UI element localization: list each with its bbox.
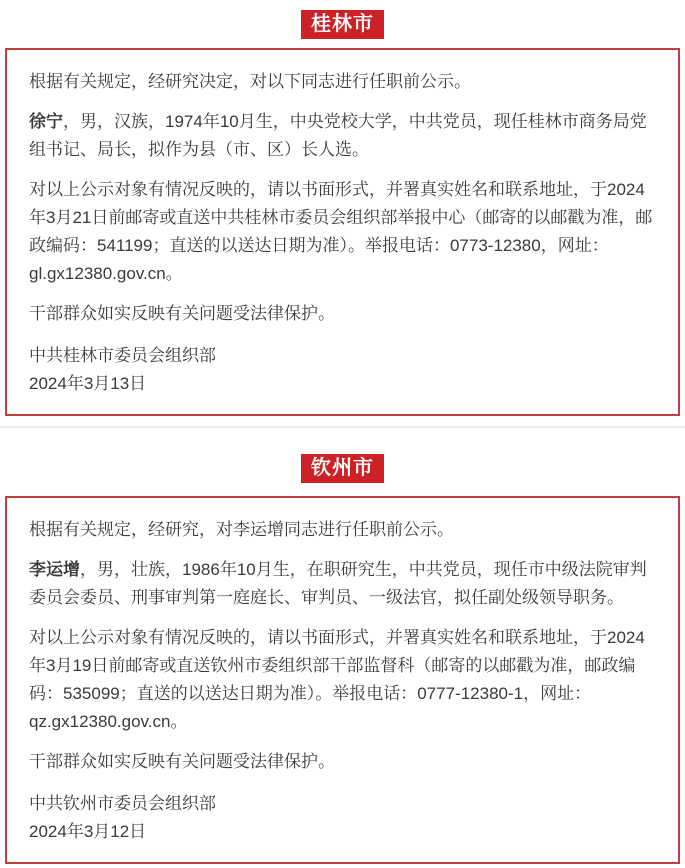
person-paragraph [29, 108, 658, 164]
city-badge-qinzhou: 钦州市 [301, 454, 384, 483]
person-paragraph [29, 556, 658, 612]
section-header-guilin [0, 0, 685, 48]
city-badge-guilin: 桂林市 [301, 10, 384, 39]
feedback-paragraph: 对以上公示对象有情况反映的，请以书面形式，并署真实姓名和联系地址，于2024年3月19日前邮寄或直送钦州市委组织部干部监督科（邮寄的以邮戳为准，邮政编码：535099；直送的以送达日期为准）。举报电话：0777-12380-1，网址：qz.gx12380.gov.cn。 [29, 628, 645, 731]
signature-block [29, 790, 658, 846]
intro-paragraph: 根据有关规定，经研究，对李运增同志进行任职前公示。 [29, 520, 454, 539]
signature-org: 中共桂林市委员会组织部 [29, 346, 216, 365]
announcement-box-guilin [5, 48, 680, 416]
person-name: 徐宁 [29, 112, 63, 131]
signature-date: 2024年3月12日 [29, 822, 147, 841]
person-name: 李运增 [29, 560, 80, 579]
announcement-box-qinzhou [5, 496, 680, 864]
person-bio: ，男，壮族，1986年10月生，在职研究生，中共党员，现任市中级法院审判委员会委员、刑事审判第一庭庭长、审判员、一级法官，拟任副处级领导职务。 [29, 560, 647, 607]
intro-paragraph: 根据有关规定，经研究决定，对以下同志进行任职前公示。 [29, 72, 471, 91]
person-bio: ，男，汉族，1974年10月生，中央党校大学，中共党员，现任桂林市商务局党组书记、局长，拟作为县（市、区）长人选。 [29, 112, 647, 159]
signature-block [29, 342, 658, 398]
protection-paragraph: 干部群众如实反映有关问题受法律保护。 [29, 752, 335, 771]
protection-paragraph: 干部群众如实反映有关问题受法律保护。 [29, 304, 335, 323]
feedback-paragraph: 对以上公示对象有情况反映的，请以书面形式，并署真实姓名和联系地址，于2024年3月21日前邮寄或直送中共桂林市委员会组织部举报中心（邮寄的以邮戳为准，邮政编码：541199；直送的以送达日期为准）。举报电话：0773-12380，网址：gl.gx12380.gov.cn。 [29, 180, 653, 283]
signature-date: 2024年3月13日 [29, 374, 147, 393]
signature-org: 中共钦州市委员会组织部 [29, 794, 216, 813]
section-header-qinzhou [0, 428, 685, 496]
